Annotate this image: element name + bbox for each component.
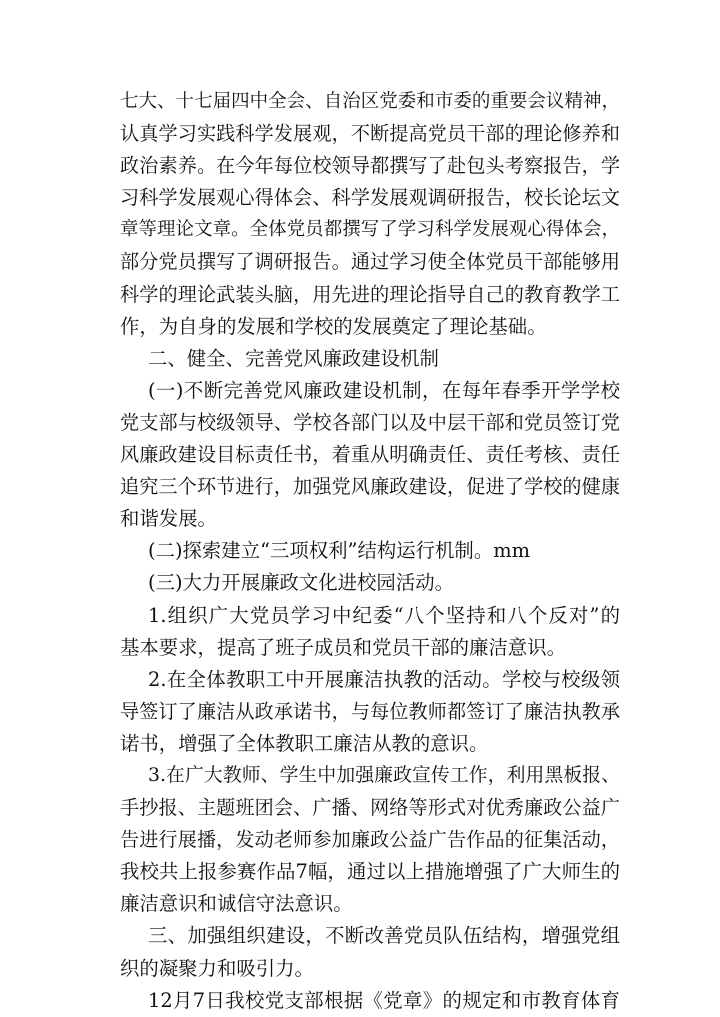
text-line: 党支部与校级领导、学校各部门以及中层干部和党员签订党: [120, 410, 620, 434]
text-line: 12月7日我校党支部根据《党章》的规定和市教育体育: [148, 988, 620, 1012]
text-line: 手抄报、主题班团会、广播、网络等形式对优秀廉政公益广: [120, 796, 620, 820]
text-line: 追究三个环节进行，加强党风廉政建设，促进了学校的健康: [120, 475, 620, 499]
text-line: 风廉政建设目标责任书，着重从明确责任、责任考核、责任: [120, 443, 620, 467]
text-line: 1.组织广大党员学习中纪委“八个坚持和八个反对”的: [148, 603, 620, 627]
section-heading: 二、健全、完善党风廉政建设机制: [148, 346, 439, 370]
text-line: 章等理论文章。全体党员都撰写了学习科学发展观心得体会，: [120, 219, 620, 241]
text-line: 习科学发展观心得体会、科学发展观调研报告，校长论坛文: [120, 186, 620, 210]
text-line: 基本要求，提高了班子成员和党员干部的廉洁意识。: [120, 635, 566, 659]
text-line: 我校共上报参赛作品7幅，通过以上措施增强了广大师生的: [120, 860, 620, 884]
text-line: 和谐发展。: [120, 507, 217, 531]
text-line: 部分党员撰写了调研报告。通过学习使全体党员干部能够用: [120, 250, 620, 274]
document-body: [120, 86, 620, 1017]
text-line: 2.在全体教职工中开展廉洁执教的活动。学校与校级领: [148, 667, 620, 691]
text-line: 作，为自身的发展和学校的发展奠定了理论基础。: [120, 314, 547, 338]
text-line: (一)不断完善党风廉政建设机制，在每年春季开学学校: [148, 378, 620, 402]
text-line: (三)大力开展廉政文化进校园活动。: [148, 571, 454, 595]
section-heading: 三、加强组织建设，不断改善党员队伍结构，增强党组: [148, 924, 620, 948]
text-line: 政治素养。在今年每位校领导都撰写了赴包头考察报告，学: [120, 154, 620, 178]
text-line: 3.在广大教师、学生中加强廉政宣传工作，利用黑板报、: [148, 764, 620, 786]
text-line: 导签订了廉洁从政承诺书，与每位教师都签订了廉洁执教承: [120, 699, 620, 723]
text-line: 科学的理论武装头脑，用先进的理论指导自己的教育教学工: [120, 282, 620, 306]
text-line: 七大、十七届四中全会、自治区党委和市委的重要会议精神，: [120, 91, 620, 112]
text-line: 廉洁意识和诚信守法意识。: [120, 892, 353, 916]
text-line: (二)探索建立“三项权利”结构运行机制。mm: [148, 539, 530, 563]
text-line: 诺书，增强了全体教职工廉洁从教的意识。: [120, 731, 489, 755]
section-heading: 织的凝聚力和吸引力。: [120, 956, 314, 980]
text-line: 告进行展播，发动老师参加廉政公益广告作品的征集活动，: [120, 828, 620, 852]
text-line: 认真学习实践科学发展观，不断提高党员干部的理论修养和: [120, 122, 620, 146]
